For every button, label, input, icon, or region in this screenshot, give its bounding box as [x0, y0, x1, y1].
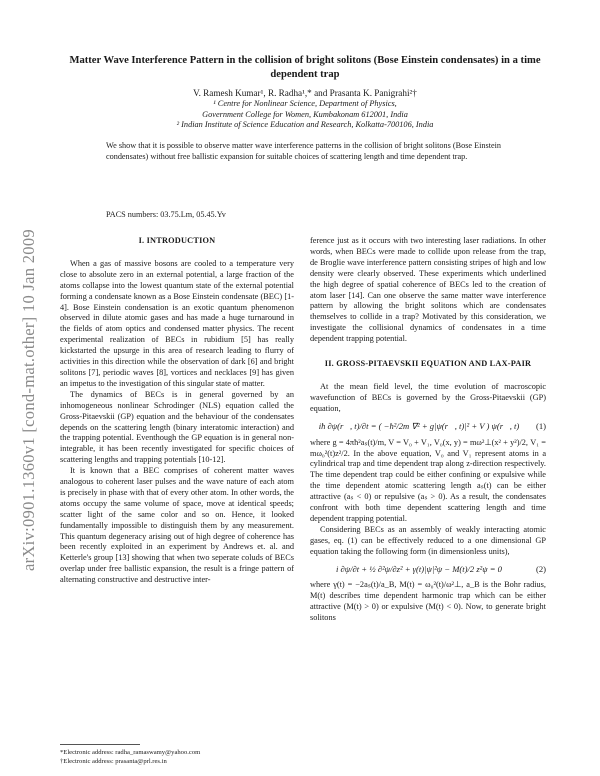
equation-2: [310, 564, 546, 575]
paragraph: It is known that a BEC comprises of coherent matter waves analogous to coherent laser pulses and the wave nature of each atom is precisely in phase with that of every other atom. In other words, the atoms occupy the same volume of space, move at identical speeds; scatter light of the same color and so on. Hence, it looked fundamentally impossible to distinguish them by any measurement. This quantum degeneracy arising out of high degree of coherence has been recently exploited in an experiment by Andrews et. al. and Ketterle's group [13] showing that when two seperate coluds of BECs overlap under free ballistic expansion, the result is a fringe pattern of alternating constructive and destructive inter-: [60, 466, 294, 585]
footnote-2: †Electronic address: prasanta@prl.res.in: [60, 758, 167, 765]
equation-1-body: iħ ∂ψ(r⃗, t)/∂t = ( −ħ²/2m ∇² + g|ψ(r⃗, t)|² + V ) ψ(r⃗, t): [318, 420, 520, 431]
paragraph-continued: ference just as it occurs with two interesting laser radiations. In other words, when BECs were made to collide upon release from the trap, de Broglie wave interference pattern consisting stripes of high and low density were clearly observed. These experiments which underlined the high degree of spatial coherence of BECs led to the creation of atom laser [14]. Can one observe the same matter wave interference pattern by allowing the bright solitons which are condensates themselves to collide in a trap? Motivated by this consideration, we investigate the collisional dynamics of condensates in a time dependent trapping potential.: [310, 236, 546, 344]
equation-2-body: i ∂ψ/∂t + ½ ∂²ψ/∂z² + γ(t)|ψ|²ψ − M(t)/2 z²ψ = 0: [336, 563, 502, 574]
affiliation-1: ¹ Centre for Nonlinear Science, Department of Physics,: [213, 99, 397, 108]
equation-1-number: (1): [535, 420, 546, 431]
affiliation-1-cont: Government College for Women, Kumbakonam 612001, India: [202, 109, 408, 119]
affiliation-2: ² Indian Institute of Science Education and Research, Kolkatta-700106, India: [176, 120, 434, 129]
paragraph: The dynamics of BECs is in general governed by an inhomogeneous nonlinear Schrodinger (NLS) equation called the Gross-Pitaevskii (GP) equation and the behaviour of the condensates depends on the scattering length (binary interatomic interaction) and the trapping potential. Eventhough the GP equation is in general non-integrable, it has been recently investigated for specific choices of scattering lengths and trapping potentials [10-12].: [60, 389, 294, 465]
equation-1: [310, 421, 546, 432]
author-list: V. Ramesh Kumar¹, R. Radha¹,* and Prasanta K. Panigrahi²†: [193, 88, 417, 98]
equation-2-number: (2): [535, 563, 546, 574]
left-column: [60, 236, 294, 586]
paragraph: where g = 4πħ²aₛ(t)/m, V = V₀ + V₁, V₀(x, y) = mω²⊥(x² + y²)/2, V₁ = mω₀²(t)z²/2. In the above equation, V₀ and V₁ represent atoms in a cylindrical trap and time dependent trap along z-direction respectively. The time dependent trap could be either confining or expulsive while the time dependent atomic scattering length aₛ(t) can be either attractive (aₛ < 0) or repulsive (aₛ > 0). As a result, the condensates confront with both time dependent scattering length and time dependent trapping potential.: [310, 437, 546, 523]
paragraph: At the mean field level, the time evolution of macroscopic wavefunction of BECs is governed by the Gross-Pitaevskii (GP) equation,: [310, 381, 546, 413]
paragraph: Considering BECs as an assembly of weakly interacting atomic gases, eq. (1) can be effectively reduced to a one dimensional GP equation taking the following form (in dimensionless units),: [310, 524, 546, 556]
arxiv-stamp-text: arXiv:0901.1360v1 [cond-mat.other] 10 Jan 2009: [19, 229, 38, 571]
paper-title: Matter Wave Interference Pattern in the collision of bright solitons (Bose Einstein condensates) in a time dependent trap: [69, 55, 541, 80]
arxiv-stamp: [14, 190, 44, 610]
abstract: We show that it is possible to observe matter wave interference patterns in the collision of bright solitons (Bose Einstein condensates) without free ballistic expansion for suitable choices of scattering length and time dependent trap.: [106, 141, 501, 162]
section-heading-introduction: I. INTRODUCTION: [138, 236, 216, 245]
section-heading-gp-equation: II. GROSS-PITAEVSKII EQUATION AND LAX-PAIR: [324, 359, 532, 369]
author-block: [60, 88, 550, 131]
footnote-1: *Electronic address: radha_ramaswamy@yahoo.com: [60, 749, 201, 756]
paragraph: When a gas of massive bosons are cooled to a temperature very close to absolute zero in an external potential, a large fraction of the atoms collapse into the lowest quantum state of the external potential forming a condensate known as a Bose Einstein condensate (BEC) [1-4]. Bose Einstein condensation is an exotic quantum phenomenon observed in dilute atomic gases and has made a huge turnaround in the fields of atom optics and condensed matter physics. The recent experimental realization of BECs in rubidium [5] has really kickstarted the upsurge in this area of research leading to flurry of activities in this direction while the observation of dark [6] and bright solitons [7], periodic waves [8], vortices and necklaces [9] has given an impetus to the investigation of this singular state of matter.: [60, 258, 294, 388]
pacs-numbers: PACS numbers: 03.75.Lm, 05.45.Yv: [106, 210, 226, 219]
right-column: [310, 236, 546, 624]
paragraph: where γ(t) = −2aₛ(t)/a_B, M(t) = ω₀²(t)/ω²⊥, a_B is the Bohr radius, M(t) describes time dependent harmonic trap which can be either attractive (M(t) > 0) or expulsive (M(t) < 0). Now, to generate bright solitons: [310, 580, 546, 623]
footnotes: [60, 744, 294, 766]
footnote-rule: [60, 744, 140, 745]
